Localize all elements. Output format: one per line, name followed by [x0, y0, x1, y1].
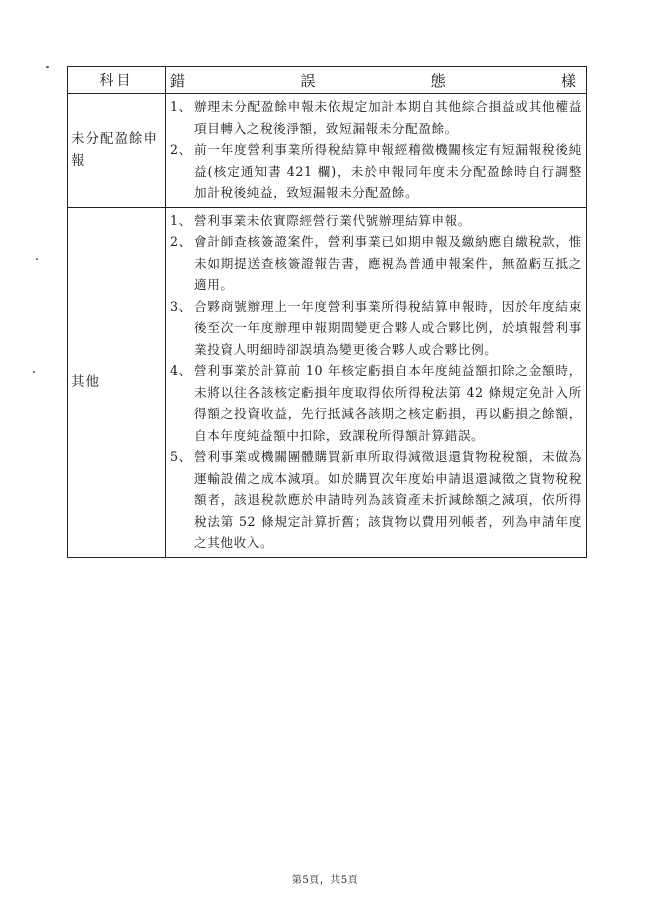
- scan-speck: [36, 258, 38, 260]
- item-text: 營利事業於計算前 10 年核定虧損自本年度純益額扣除之金額時，未將以往各該核定虧損年度取得依所得稅法第 42 條規定免計入所得額之投資收益，先行抵減各該期之核定虧損，再以虧損之餘額，自本年度純益額中扣除，致課稅所得額計算錯誤。: [194, 363, 582, 443]
- table-header-row: [68, 67, 587, 94]
- item-text: 營利事業未依實際經營行業代號辦理結算申報。: [194, 212, 472, 228]
- item-number: 4、: [170, 363, 192, 378]
- item-number: 2、: [170, 142, 192, 157]
- header-char: 樣: [560, 71, 576, 90]
- item-number: 2、: [170, 234, 192, 249]
- item-number: 1、: [170, 99, 192, 114]
- header-description-cell: [166, 67, 587, 94]
- header-description: [166, 70, 586, 91]
- list-item: [170, 231, 582, 296]
- list-item: [170, 446, 582, 554]
- header-subject: 科目: [68, 67, 166, 94]
- list-item: [170, 296, 582, 361]
- row-items: [166, 207, 587, 557]
- row-subject: 未分配盈餘申報: [68, 94, 166, 208]
- item-text: 會計師查核簽證案件，營利事業已如期申報及繳納應自繳稅款，惟未如期提送查核簽證報告書，應視為普通申報案件，無盈虧互抵之適用。: [194, 234, 582, 292]
- item-number: 1、: [170, 212, 192, 228]
- error-patterns-table: [67, 66, 587, 558]
- item-text: 營利事業或機關團體購買新車所取得減徵退還貨物稅稅額，未做為運輸設備之成本減項。如於購買次年度始申請退還減徵之貨物稅稅額者，該退稅款應於申請時列為該資產未折減餘額之減項，依所得稅法第 52 條規定計算折舊；該貨物以費用列帳者，列為申請年度之其他收入。: [194, 449, 582, 550]
- header-char: 誤: [300, 71, 316, 90]
- item-text: 辦理未分配盈餘申報未依規定加計本期自其他綜合損益或其他權益項目轉入之稅後淨額，致短漏報未分配盈餘。: [194, 99, 582, 136]
- table-row-undistributed-earnings: [68, 94, 587, 208]
- item-text: 前一年度營利事業所得稅結算申報經稽徵機關核定有短漏報稅後純益(核定通知書 421 欄)，未於申報同年度未分配盈餘時自行調整加計稅後純益，致短漏報未分配盈餘。: [194, 142, 582, 200]
- scan-speck: [33, 371, 35, 373]
- table-row-other: [68, 207, 587, 557]
- row-items: [166, 94, 587, 208]
- list-item: [170, 210, 582, 232]
- page-number: 第5頁，共5頁: [291, 875, 359, 886]
- item-number: 3、: [170, 298, 192, 314]
- list-item: [170, 360, 582, 446]
- list-item: [170, 139, 582, 204]
- item-text: 合夥商號辦理上一年度營利事業所得稅結算申報時，因於年度結束後至次一年度辦理申報期間變更合夥人或合夥比例，於填報營利事業投資人明細時卻誤填為變更後合夥人或合夥比例。: [194, 298, 582, 357]
- header-char: 態: [430, 71, 446, 90]
- header-char: 錯: [170, 71, 186, 90]
- scan-speck: [46, 66, 49, 68]
- item-number: 5、: [170, 449, 192, 464]
- document-page: [67, 66, 587, 558]
- list-item: [170, 96, 582, 139]
- row-subject: 其他: [68, 207, 166, 557]
